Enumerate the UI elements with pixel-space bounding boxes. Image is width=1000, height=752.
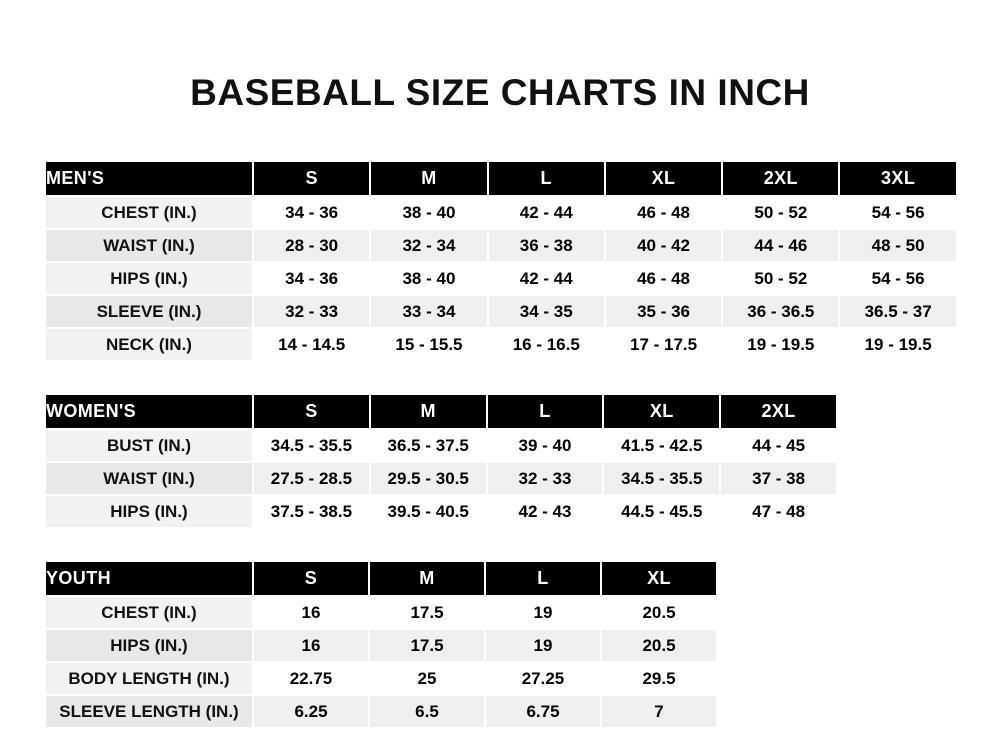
table-header-row (45, 394, 837, 429)
cell: 36 - 36.5 (722, 295, 839, 328)
row-label: HIPS (IN.) (45, 495, 253, 528)
mens-header-l: L (488, 161, 605, 196)
youth-header-xl: XL (601, 561, 717, 596)
cell: 54 - 56 (839, 262, 956, 295)
row-label: BODY LENGTH (IN.) (45, 662, 253, 695)
cell: 44 - 45 (720, 429, 837, 462)
cell: 47 - 48 (720, 495, 837, 528)
cell: 37.5 - 38.5 (253, 495, 370, 528)
table-divider (44, 362, 956, 393)
womens-header-s: S (253, 394, 370, 429)
row-label: WAIST (IN.) (45, 462, 253, 495)
row-label: WAIST (IN.) (45, 229, 253, 262)
youth-table-body (45, 596, 717, 728)
table-header-row (45, 561, 717, 596)
mens-size-table (44, 160, 958, 362)
table-row (45, 295, 957, 328)
cell: 20.5 (601, 596, 717, 629)
cell: 39 - 40 (487, 429, 604, 462)
cell: 39.5 - 40.5 (370, 495, 487, 528)
cell: 37 - 38 (720, 462, 837, 495)
cell: 38 - 40 (370, 262, 487, 295)
size-tables-container (0, 160, 1000, 729)
table-row (45, 662, 717, 695)
mens-table-body (45, 196, 957, 361)
cell: 34 - 36 (253, 196, 370, 229)
mens-header-2xl: 2XL (722, 161, 839, 196)
cell: 32 - 33 (487, 462, 604, 495)
cell: 6.75 (485, 695, 601, 728)
cell: 41.5 - 42.5 (603, 429, 720, 462)
table-row (45, 196, 957, 229)
row-label: BUST (IN.) (45, 429, 253, 462)
cell: 16 (253, 629, 369, 662)
table-row (45, 429, 837, 462)
page-title: BASEBALL SIZE CHARTS IN INCH (190, 72, 810, 113)
cell: 29.5 - 30.5 (370, 462, 487, 495)
youth-size-table (44, 560, 718, 729)
womens-header-l: L (487, 394, 604, 429)
cell: 17.5 (369, 596, 485, 629)
cell: 54 - 56 (839, 196, 956, 229)
table-header-row (45, 161, 957, 196)
youth-header-l: L (485, 561, 601, 596)
youth-header-m: M (369, 561, 485, 596)
cell: 16 (253, 596, 369, 629)
row-label: CHEST (IN.) (45, 196, 253, 229)
cell: 40 - 42 (605, 229, 722, 262)
mens-header-s: S (253, 161, 370, 196)
cell: 27.5 - 28.5 (253, 462, 370, 495)
youth-header-category: YOUTH (45, 561, 253, 596)
cell: 35 - 36 (605, 295, 722, 328)
womens-header-m: M (370, 394, 487, 429)
cell: 6.5 (369, 695, 485, 728)
row-label: HIPS (IN.) (45, 629, 253, 662)
cell: 50 - 52 (722, 196, 839, 229)
cell: 28 - 30 (253, 229, 370, 262)
cell: 19 (485, 629, 601, 662)
table-row (45, 495, 837, 528)
row-label: SLEEVE (IN.) (45, 295, 253, 328)
cell: 34 - 36 (253, 262, 370, 295)
cell: 32 - 33 (253, 295, 370, 328)
cell: 34.5 - 35.5 (603, 462, 720, 495)
cell: 7 (601, 695, 717, 728)
cell: 32 - 34 (370, 229, 487, 262)
cell: 34.5 - 35.5 (253, 429, 370, 462)
mens-table-header (45, 161, 957, 196)
cell: 44.5 - 45.5 (603, 495, 720, 528)
mens-header-3xl: 3XL (839, 161, 956, 196)
cell: 16 - 16.5 (488, 328, 605, 361)
cell: 44 - 46 (722, 229, 839, 262)
cell: 46 - 48 (605, 262, 722, 295)
womens-header-2xl: 2XL (720, 394, 837, 429)
table-row (45, 229, 957, 262)
table-row (45, 596, 717, 629)
womens-header-xl: XL (603, 394, 720, 429)
row-label: NECK (IN.) (45, 328, 253, 361)
womens-table-header (45, 394, 837, 429)
cell: 29.5 (601, 662, 717, 695)
table-row (45, 262, 957, 295)
row-label: SLEEVE LENGTH (IN.) (45, 695, 253, 728)
cell: 20.5 (601, 629, 717, 662)
mens-header-m: M (370, 161, 487, 196)
youth-table-header (45, 561, 717, 596)
table-row (45, 462, 837, 495)
cell: 14 - 14.5 (253, 328, 370, 361)
womens-table-body (45, 429, 837, 528)
cell: 42 - 43 (487, 495, 604, 528)
cell: 36.5 - 37.5 (370, 429, 487, 462)
womens-size-table (44, 393, 838, 529)
cell: 15 - 15.5 (370, 328, 487, 361)
cell: 19 - 19.5 (722, 328, 839, 361)
youth-header-s: S (253, 561, 369, 596)
cell: 38 - 40 (370, 196, 487, 229)
cell: 6.25 (253, 695, 369, 728)
mens-header-xl: XL (605, 161, 722, 196)
cell: 19 (485, 596, 601, 629)
row-label: CHEST (IN.) (45, 596, 253, 629)
mens-header-category: MEN'S (45, 161, 253, 196)
cell: 42 - 44 (488, 262, 605, 295)
cell: 25 (369, 662, 485, 695)
table-row (45, 695, 717, 728)
table-row (45, 629, 717, 662)
table-divider (44, 529, 956, 560)
cell: 17 - 17.5 (605, 328, 722, 361)
cell: 34 - 35 (488, 295, 605, 328)
cell: 46 - 48 (605, 196, 722, 229)
womens-header-category: WOMEN'S (45, 394, 253, 429)
cell: 36.5 - 37 (839, 295, 956, 328)
cell: 50 - 52 (722, 262, 839, 295)
cell: 19 - 19.5 (839, 328, 956, 361)
table-row (45, 328, 957, 361)
row-label: HIPS (IN.) (45, 262, 253, 295)
cell: 27.25 (485, 662, 601, 695)
cell: 42 - 44 (488, 196, 605, 229)
cell: 36 - 38 (488, 229, 605, 262)
cell: 17.5 (369, 629, 485, 662)
cell: 22.75 (253, 662, 369, 695)
cell: 48 - 50 (839, 229, 956, 262)
cell: 33 - 34 (370, 295, 487, 328)
